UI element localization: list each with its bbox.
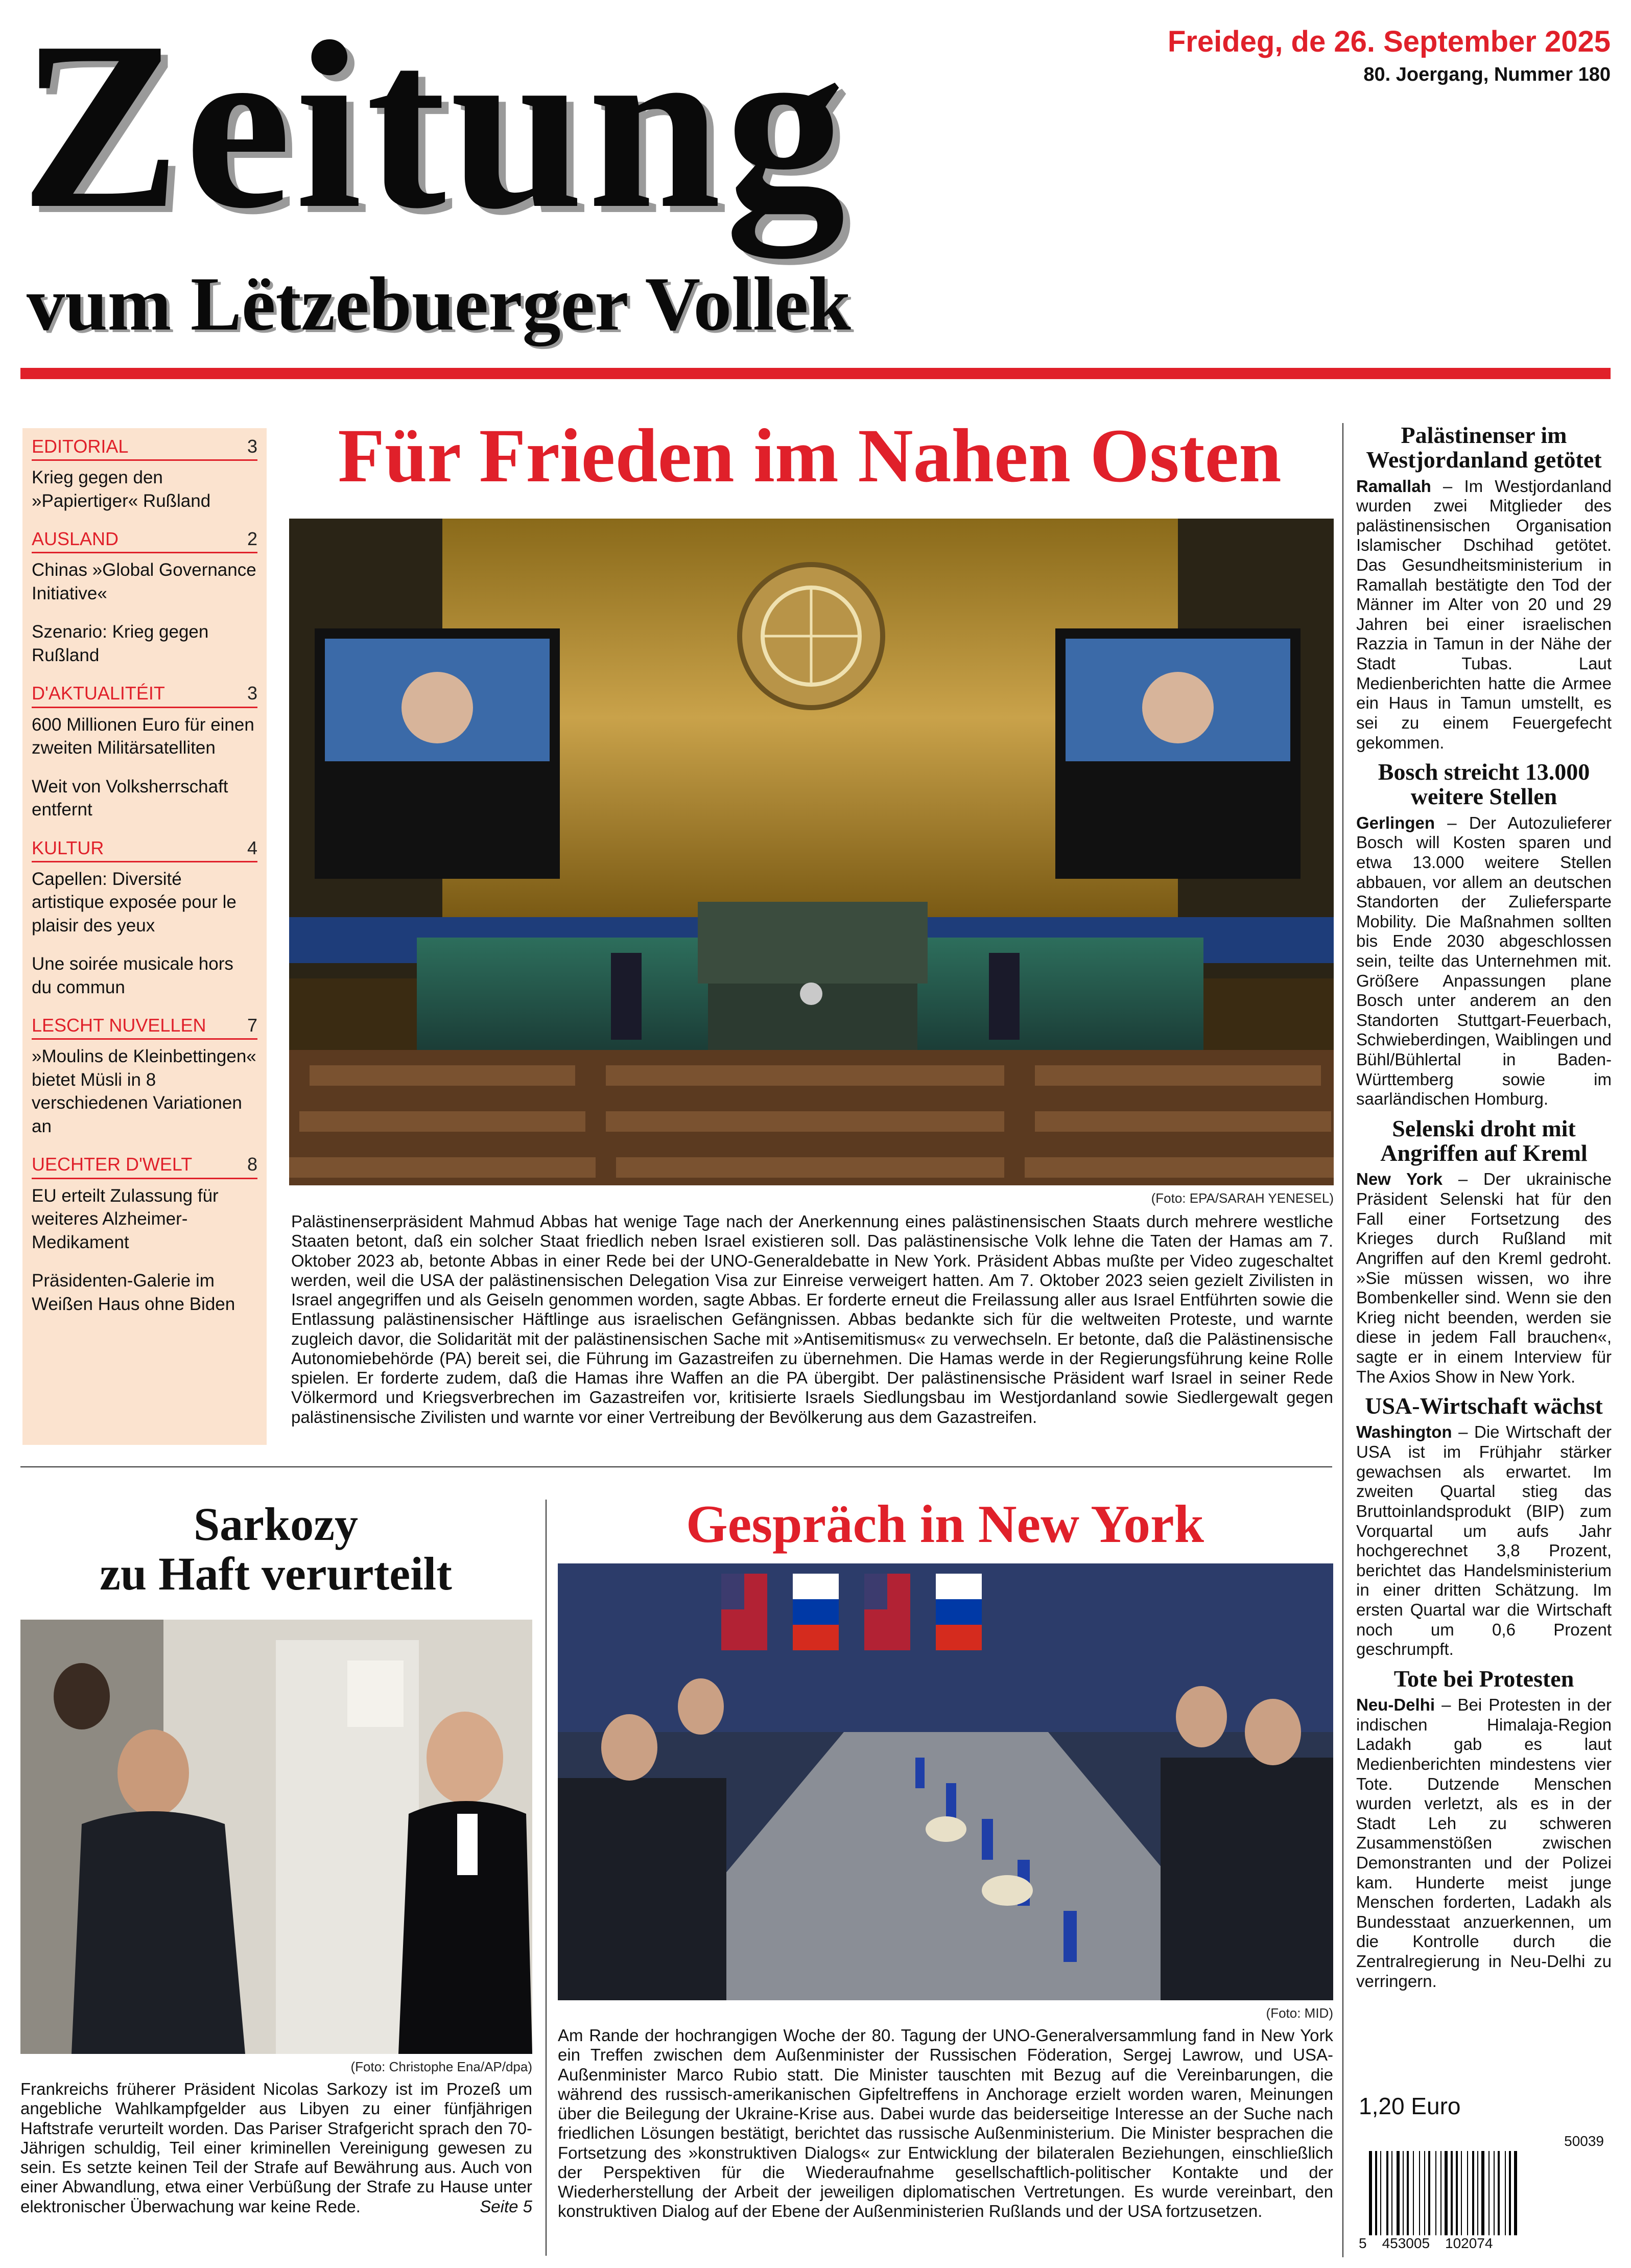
brief-headline: Bosch streicht 13.000 weitere Stellen <box>1378 759 1590 810</box>
index-item[interactable]: Capellen: Diversité artistique exposée pour le plaisir des yeux <box>32 869 237 936</box>
issue-date: Freideg, de 26. September 2025 <box>1167 25 1611 58</box>
index-section <box>32 1014 257 1138</box>
brief-headline: Selenski droht mit Angriffen auf Kreml <box>1380 1115 1588 1166</box>
lead-article-text: Palästinenserpräsident Mahmud Abbas hat wenige Tage nach der Anerkennung eines palästinensischen Staats durch mehrere westliche Staaten betont, daß ein solcher Staat friedlich neben Israel existieren soll. Das palästinensische Volk lehne die Taten der Hamas am 7. Oktober 2023 ab, betonte Abbas in einer Rede bei der UNO-Generaldebatte in New York. Präsident Abbas mußte per Video zugeschaltet werden, weil die USA der palästinensischen Delegation Visa zur Einreise verweigert hatten. Am 7. Oktober 2023 seien gezielt Zivilisten in Israel angegriffen und als Geiseln genommen worden, sagte Abbas. Er forderte erneut die Freilassung aller aus Israel Entführten sowie die Entlassung palästinensischer Häftlinge aus israelischen Gefängnissen. Abbas bedankte sich für die weltweiten Proteste, und warnte zugleich davor, die Solidarität mit der palästinensischen Sache mit »Antisemitismus« zu verwechseln. Er betonte, daß die Palästinensische Autonomiebehörde (PA) bereit sei, die Führung im Gazastreifen zu übernehmen. Die Hamas werde in der Regierungsführung keine Rolle spielen. Er forderte zudem, daß die Hamas ihre Waffen an die PA übergibt. Der palästinensische Präsident warf Israel in seiner Rede Völkermord und Kriegsverbrechen im Gazastreifen vor, kritisierte Israels Siedlungsbau im Westjordanland sowie Siedlergewalt gegen palästinensische Zivilisten und warnte vor einer Vertreibung der Bevölkerung aus dem Gazastreifen. <box>291 1212 1333 1427</box>
brief-body: – Der ukrainische Präsident Selenski hat für den Fall einer Fortsetzung des Krieges durch Rußland mit Angriffen auf den Kreml gedroht. »Sie müssen wissen, wo ihre Bombenkeller sind. Wenn sie den Krieg nicht beenden, werden sie diese in jedem Fall brauchen«, sagte er in einem Interview für The Axios Show in New York. <box>1356 1170 1612 1386</box>
column-divider <box>546 1500 547 2256</box>
brief-dateline: New York <box>1356 1170 1443 1189</box>
barcode <box>1359 2133 1609 2258</box>
index-section <box>32 1153 257 1316</box>
index-item[interactable]: Krieg gegen den »Papiertiger« Rußland <box>32 467 211 511</box>
index-section-header[interactable] <box>32 435 257 461</box>
index-section <box>32 435 257 512</box>
lead-headline: Für Frieden im Nahen Osten <box>338 413 1282 498</box>
newyork-photo <box>558 1563 1333 2000</box>
barcode-digits-mid: 453005 <box>1382 2235 1430 2251</box>
masthead-rule <box>20 368 1611 379</box>
barcode-digit-left: 5 <box>1359 2235 1367 2251</box>
brief-dateline: Washington <box>1356 1422 1452 1442</box>
lead-photo <box>289 519 1334 1185</box>
index-section-header[interactable] <box>32 1014 257 1040</box>
un-assembly-photo <box>289 519 1334 1185</box>
sarkozy-article-text <box>20 2079 532 2216</box>
index-item[interactable]: 600 Millionen Euro für einen zweiten Militärsatelliten <box>32 714 254 758</box>
brief-body: – Im Westjordanland wurden zwei Mitglieder des palästinensischen Organisation Islamischer Dschihad getötet. Das Gesundheitsministerium in Ramallah bestätigte den Tod der Männer im Alter von 20 und 29 Jahren bei einer israelischen Razzia in Tamun in der Nähe der Stadt Tubas. Laut Medienberichten hatte die Armee ein Haus in Tamun umstellt, es sei zu einem Feuergefecht gekommen. <box>1356 476 1612 752</box>
sarkozy-headline-line2: zu Haft verurteilt <box>100 1547 452 1600</box>
index-section <box>32 837 257 999</box>
index-section <box>32 528 257 667</box>
brief-headline: Tote bei Protesten <box>1393 1665 1574 1692</box>
index-item[interactable]: Szenario: Krieg gegen Rußland <box>32 622 209 665</box>
index-section-name: UECHTER D'WELT <box>32 1154 193 1175</box>
brief-text <box>1356 1422 1612 1659</box>
index-section-header[interactable] <box>32 682 257 708</box>
price: 1,20 Euro <box>1359 2093 1461 2119</box>
brief-dateline: Ramallah <box>1356 476 1431 496</box>
brief-text <box>1356 1695 1612 1991</box>
brief-item <box>1356 1667 1612 1991</box>
index-item[interactable]: EU erteilt Zulassung für weiteres Alzheimer-Medikament <box>32 1185 219 1252</box>
meeting-photo <box>558 1563 1333 2000</box>
courtroom-photo <box>20 1620 532 2054</box>
index-section-name: AUSLAND <box>32 528 119 550</box>
brief-headline: USA-Wirtschaft wächst <box>1365 1393 1603 1419</box>
index-section-page: 4 <box>247 837 257 858</box>
brief-text <box>1356 477 1612 753</box>
index-section-page: 8 <box>247 1154 257 1175</box>
index-item[interactable]: Une soirée musicale hors du commun <box>32 954 233 997</box>
index-section-name: EDITORIAL <box>32 436 129 457</box>
index-section-page: 7 <box>247 1015 257 1036</box>
barcode-issue-code: 50039 <box>1564 2133 1604 2149</box>
contents-index <box>22 428 267 1445</box>
index-item[interactable]: Präsidenten-Galerie im Weißen Haus ohne Biden <box>32 1271 235 1314</box>
sarkozy-photo <box>20 1620 532 2054</box>
index-section-name: D'AKTUALITÉIT <box>32 683 165 704</box>
index-section-header[interactable] <box>32 528 257 553</box>
issue-number: 80. Joergang, Nummer 180 <box>1363 64 1611 85</box>
index-item[interactable]: »Moulins de Kleinbettingen« bietet Müsli in 8 verschiedenen Variationen an <box>32 1046 256 1136</box>
index-section-header[interactable] <box>32 837 257 862</box>
index-section <box>32 682 257 821</box>
brief-dateline: Gerlingen <box>1356 813 1435 832</box>
index-item[interactable]: Weit von Volksherrschaft entfernt <box>32 776 228 820</box>
barcode-digits-right: 102074 <box>1445 2235 1493 2251</box>
sarkozy-article-body: Frankreichs früherer Präsident Nicolas Sarkozy ist im Prozeß um angebliche Wahlkampfgelder aus Libyen zu einer fünfjährigen Haftstrafe verurteilt worden. Das Pariser Strafgericht sprach den 70-Jährigen schuldig, Teil einer kriminellen Vereinigung gewesen zu sein. Es setzte keinen Teil der Strafe auf Bewährung aus. Auch von einer Abwandlung, etwa einer Verbüßung der Strafe zu Hause unter elektronischer Überwachung war keine Rede. <box>20 2079 532 2216</box>
brief-headline: Palästinenser im Westjordanland getötet <box>1366 422 1602 473</box>
column-divider <box>1342 423 1343 2257</box>
sarkozy-headline-line1: Sarkozy <box>194 1498 358 1550</box>
lead-photo-credit: (Foto: EPA/SARAH YENESEL) <box>1151 1190 1334 1206</box>
newyork-article-text: Am Rande der hochrangigen Woche der 80. Tagung der UNO-Generalversammlung fand in New York ein Treffen zwischen dem Außenminister der Russischen Föderation, Sergej Lawrow, und USA-Außenminister Marco Rubio statt. Die Minister tauschten mit Bezug auf die Vereinbarungen, die während des russisch-amerikanischen Gipfeltreffens in Anchorage erzielt worden waren, Meinungen über die Beilegung der Ukraine-Krise aus. Dabei wurde das beiderseitige Interesse an der Suche nach friedlichen Lösungen bestätigt, berichtet das russische Außenministerium. Die Minister besprachen die Fortsetzung des »konstruktiven Dialogs« zur Entwicklung der bilateralen Beziehungen, einschließlich der Perspektiven für die Wiederaufnahme gesellschaftlich-politischer Kontakte und der Wiederherstellung der Arbeit der jeweiligen diplomatischen Vertretungen. Es wurde vereinbart, den konstruktiven Dialog auf der Ebene der Außenministerien Rußlands und der USA fortzusetzen. <box>558 2026 1333 2221</box>
brief-item <box>1356 760 1612 1109</box>
newyork-headline: Gespräch in New York <box>686 1494 1204 1554</box>
sarkozy-headline <box>20 1500 531 1598</box>
masthead-subtitle: vum Lëtzebuerger Vollek <box>27 262 851 346</box>
newyork-photo-credit: (Foto: MID) <box>1266 2005 1333 2021</box>
barcode-bars <box>1369 2151 1604 2235</box>
brief-text <box>1356 1170 1612 1387</box>
brief-item <box>1356 1394 1612 1659</box>
index-section-page: 2 <box>247 528 257 550</box>
section-divider <box>20 1466 1332 1467</box>
index-section-name: KULTUR <box>32 837 104 858</box>
masthead-title: Zeitung <box>20 0 849 258</box>
brief-text <box>1356 813 1612 1109</box>
sarkozy-page-ref[interactable]: Seite 5 <box>480 2196 532 2216</box>
brief-body: – Die Wirtschaft der USA ist im Frühjahr stärker gewachsen als erwartet. Im zweiten Quartal stieg das Bruttoinlandsprodukt (BIP) zum Vorquartal um aufs Jahr hochgerechnet 3,8 Prozent, berichtet das Handelsministerium in einer dritten Schätzung. Im ersten Quartal war die Wirtschaft noch um 0,6 Prozent geschrumpft. <box>1356 1422 1612 1659</box>
brief-body: – Der Autozulieferer Bosch will Kosten sparen und etwa 13.000 weitere Stellen abbauen, vor allem an deutschen Standorten der Zuliefersparte Mobility. Die Maßnahmen sollten bis Ende 2030 abgeschlossen sein, teilte das Unternehmen mit. Größere Anpassungen plane Bosch unter anderem an den Standorten Stuttgart-Feuerbach, Schwieberdingen, Waiblingen und Bühl/Bühlertal in Baden-Württemberg sowie im saarländischen Homburg. <box>1356 813 1612 1109</box>
brief-dateline: Neu-Delhi <box>1356 1695 1435 1715</box>
index-section-name: LESCHT NUVELLEN <box>32 1015 206 1036</box>
brief-item <box>1356 423 1612 753</box>
brief-item <box>1356 1116 1612 1387</box>
news-in-brief-column <box>1356 423 1612 1998</box>
index-item[interactable]: Chinas »Global Governance Initiative« <box>32 560 256 603</box>
index-section-header[interactable] <box>32 1153 257 1179</box>
index-section-page: 3 <box>247 683 257 704</box>
sarkozy-photo-credit: (Foto: Christophe Ena/AP/dpa) <box>350 2059 532 2074</box>
brief-body: – Bei Protesten in der indischen Himalaja-Region Ladakh gab es laut Medienberichten mindestens vier Tote. Dutzende Menschen wurden verletzt, als es in der Stadt Leh zu schweren Zusammenstößen zwischen Demonstranten und der Polizei kam. Hunderte meist junge Menschen forderten, Ladakh als Bundesstaat anzuerkennen, um die Kontrolle durch die Zentralregierung in Neu-Delhi zu verringern. <box>1356 1695 1612 1991</box>
index-section-page: 3 <box>247 436 257 457</box>
